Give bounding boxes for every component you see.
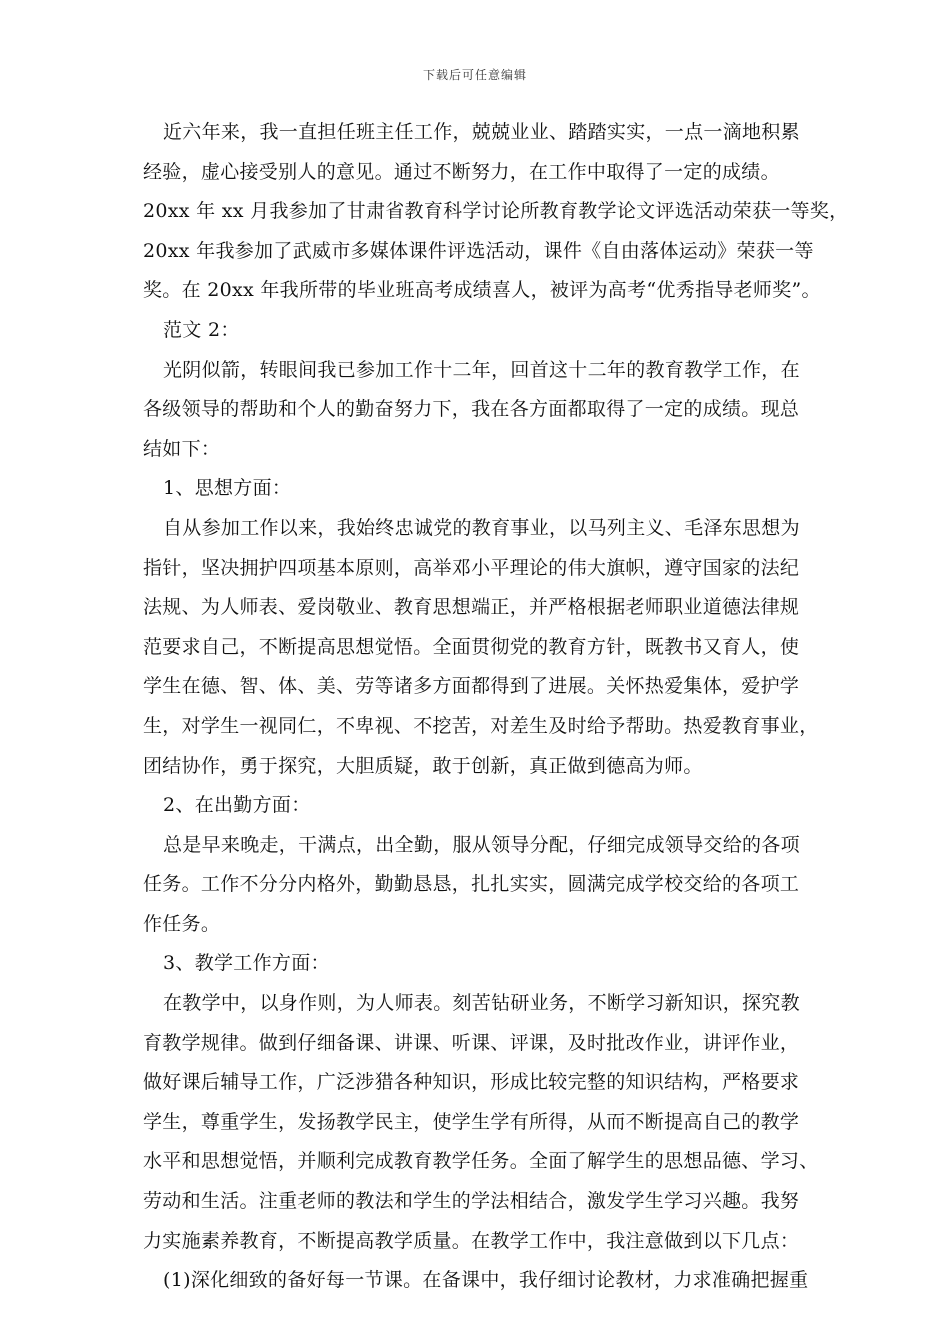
- text-line: 自从参加工作以来，我始终忠诚党的教育事业，以马列主义、毛泽东思想为: [163, 516, 800, 539]
- text-line: 20xx 年我参加了武威市多媒体课件评选活动，课件《自由落体运动》荣获一等: [143, 239, 814, 262]
- text-line: 劳动和生活。注重老师的教法和学生的学法相结合，激发学生学习兴趣。我努: [143, 1190, 800, 1213]
- text-line: 光阴似箭，转眼间我已参加工作十二年，回首这十二年的教育教学工作，在: [163, 358, 800, 381]
- text-line: 经验，虚心接受别人的意见。通过不断努力，在工作中取得了一定的成绩。: [143, 160, 780, 183]
- text-line: 水平和思想觉悟，并顺利完成教育教学任务。全面了解学生的思想品德、学习、: [143, 1150, 819, 1173]
- text-line: 育教学规律。做到仔细备课、讲课、听课、评课，及时批改作业，讲评作业，: [143, 1031, 800, 1054]
- text-line: 生，对学生一视同仁，不卑视、不挖苦，对差生及时给予帮助。热爱教育事业，: [143, 714, 819, 737]
- text-line: 1、思想方面：: [163, 477, 292, 500]
- text-line: 做好课后辅导工作，广泛涉猎各种知识，形成比较完整的知识结构，严格要求: [143, 1071, 800, 1094]
- document-body: [143, 113, 849, 1301]
- text-line: 各级领导的帮助和个人的勤奋努力下，我在各方面都取得了一定的成绩。现总: [143, 398, 800, 421]
- text-line: 在教学中，以身作则，为人师表。刻苦钻研业务，不断学习新知识，探究教: [163, 992, 800, 1015]
- text-line: (1)深化细致的备好每一节课。在备课中，我仔细讨论教材，力求准确把握重: [163, 1269, 809, 1292]
- text-line: 20xx 年 xx 月我参加了甘肃省教育科学讨论所教育教学论文评选活动荣获一等奖，: [143, 200, 849, 223]
- text-line: 任务。工作不分分内格外，勤勤恳恳，扎扎实实，圆满完成学校交给的各项工: [143, 873, 800, 896]
- text-line: 指针，坚决拥护四项基本原则，高举邓小平理论的伟大旗帜，遵守国家的法纪: [143, 556, 800, 579]
- text-line: 范文 2：: [163, 318, 240, 341]
- text-line: 3、教学工作方面：: [163, 952, 330, 975]
- text-line: 作任务。: [143, 912, 221, 935]
- text-line: 近六年来，我一直担任班主任工作，兢兢业业、踏踏实实，一点一滴地积累: [163, 121, 800, 143]
- page-header: 下载后可任意编辑: [422, 68, 527, 82]
- text-line: 团结协作，勇于探究，大胆质疑，敢于创新，真正做到德高为师。: [143, 754, 703, 777]
- text-line: 学生在德、智、体、美、劳等诸多方面都得到了进展。关怀热爱集体，爱护学: [143, 675, 800, 698]
- text-line: 力实施素养教育，不断提高教学质量。在教学工作中，我注意做到以下几点：: [143, 1229, 800, 1252]
- text-line: 学生，尊重学生，发扬教学民主，使学生学有所得，从而不断提高自己的教学: [143, 1110, 800, 1133]
- text-line: 范要求自己，不断提高思想觉悟。全面贯彻党的教育方针，既教书又育人，使: [143, 635, 800, 658]
- text-line: 总是早来晚走，干满点，出全勤，服从领导分配，仔细完成领导交给的各项: [163, 833, 800, 856]
- text-line: 奖。在 20xx 年我所带的毕业班高考成绩喜人，被评为高考“优秀指导老师奖”。: [143, 279, 821, 302]
- text-line: 法规、为人师表、爱岗敬业、教育思想端正，并严格根据老师职业道德法律规: [143, 596, 800, 619]
- text-line: 结如下：: [143, 437, 221, 460]
- text-line: 2、在出勤方面：: [163, 794, 311, 817]
